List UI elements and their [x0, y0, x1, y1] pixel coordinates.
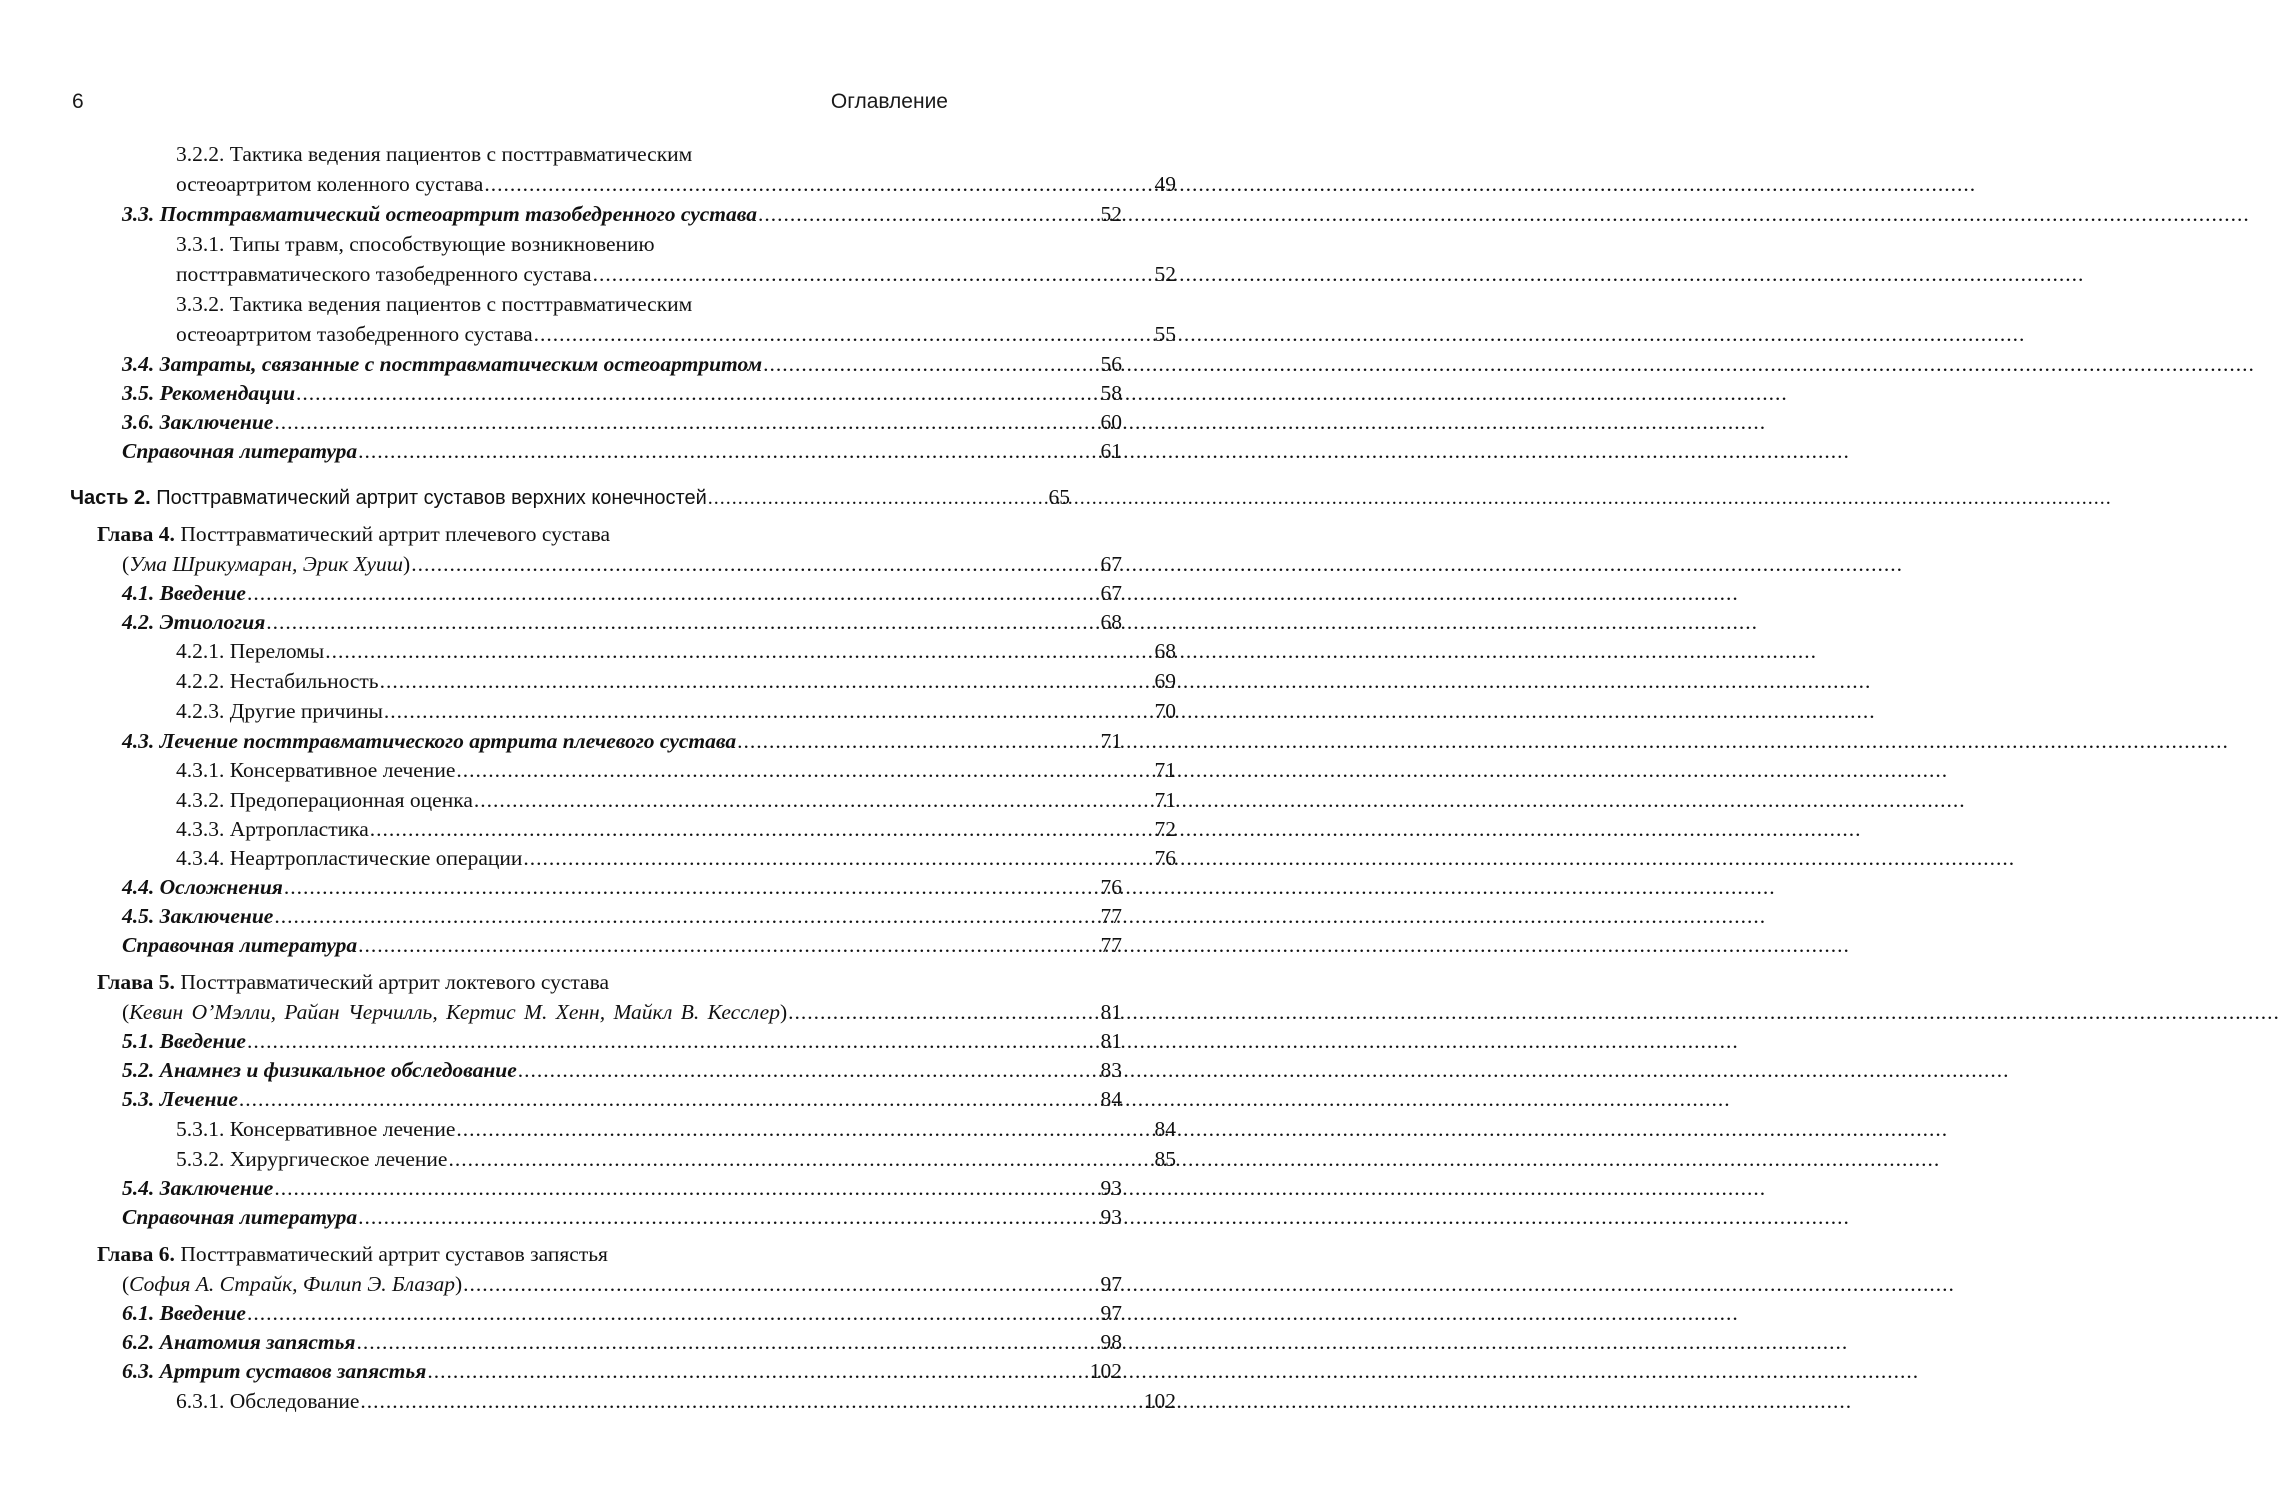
running-header-title: Оглавление [830, 90, 948, 113]
toc-entry-title: 5.3. Лечение [122, 1087, 238, 1111]
toc-entry-title: 4.3.3. Артропластика [176, 817, 369, 841]
toc-page-number: 68 [1100, 610, 1122, 634]
toc-page-number: 67 [1100, 552, 1122, 576]
toc-entry-title: (София А. Страйк, Филип Э. Блазар) [122, 1272, 463, 1296]
toc-page-number: 49 [1154, 172, 1176, 196]
toc-page-number: 93 [1100, 1205, 1122, 1229]
toc-entry[interactable] [0, 408, 1177, 437]
chapter-authors: Ума Шрикумаран, Эрик Хуиш [129, 552, 404, 576]
toc-entry-title: 3.2.2. Тактика ведения пациентов с посттравматическим [176, 142, 693, 166]
leader-dots [239, 1085, 1100, 1114]
leader-dots [274, 1174, 1099, 1203]
toc-entry-title: (Кевин О’Мэлли, Райан Черчилль, Кертис М. Хенн, Майкл В. Кесслер) [122, 1000, 788, 1024]
toc-entry[interactable] [0, 379, 1177, 408]
toc-entry[interactable] [0, 140, 1231, 169]
leader-dots [456, 756, 1153, 785]
toc-entry-title: 3.3.2. Тактика ведения пациентов с посттравматическим [176, 292, 693, 316]
toc-entry-title: остеоартритом коленного сустава [176, 172, 484, 196]
toc-page-number: 81 [1100, 1000, 1122, 1024]
toc-entry[interactable] [0, 260, 1231, 289]
toc-entry[interactable] [0, 1299, 1177, 1328]
toc-page-number: 77 [1100, 933, 1122, 957]
toc-page-number: 58 [1100, 381, 1122, 405]
toc-entry-title: 5.2. Анамнез и физикальное обследование [122, 1058, 517, 1082]
leader-dots [247, 1299, 1100, 1328]
toc-entry-title [97, 968, 609, 997]
toc-chapter-entry[interactable] [0, 1240, 1152, 1269]
leader-dots [380, 667, 1154, 696]
toc-entry-title: посттравматического тазобедренного сустава [176, 262, 592, 286]
leader-dots [325, 637, 1153, 666]
toc-page-number: 52 [1154, 262, 1176, 286]
leader-dots [708, 484, 1048, 513]
toc-entry-title [70, 484, 707, 513]
leader-dots [448, 1145, 1153, 1174]
leader-dots [274, 902, 1099, 931]
toc-entry-title: 6.2. Анатомия запястья [122, 1330, 356, 1354]
toc-entry[interactable] [0, 608, 1177, 637]
leader-dots [296, 379, 1099, 408]
chapter-authors: София А. Страйк, Филип Э. Блазар [129, 1272, 455, 1296]
toc-entry[interactable] [0, 873, 1177, 902]
part-label: Часть 2. [70, 487, 151, 509]
toc-entry[interactable] [0, 931, 1177, 960]
toc-entry-title: 3.3.1. Типы травм, способствующие возникновению [176, 232, 655, 256]
toc-entry[interactable] [0, 230, 1231, 259]
toc-entry[interactable] [0, 1145, 1231, 1174]
toc-entry[interactable] [0, 320, 1231, 349]
leader-dots [593, 260, 1154, 289]
toc-entry[interactable] [0, 756, 1231, 785]
toc-entry[interactable] [0, 1027, 1177, 1056]
toc-entry[interactable] [0, 697, 1231, 726]
toc-page-number: 97 [1100, 1301, 1122, 1325]
toc-entry[interactable] [0, 1056, 1177, 1085]
toc-page-number: 55 [1154, 322, 1176, 346]
toc-entry[interactable] [0, 998, 1177, 1027]
toc-entry-title: 4.1. Введение [122, 581, 246, 605]
toc-page-number: 97 [1100, 1272, 1122, 1296]
toc-entry[interactable] [0, 437, 1177, 466]
toc-entry[interactable] [0, 1357, 1177, 1386]
leader-dots [456, 1115, 1153, 1144]
toc-page-number: 69 [1154, 669, 1176, 693]
toc-page-number: 56 [1100, 352, 1122, 376]
leader-dots [384, 697, 1154, 726]
toc-entry[interactable] [0, 786, 1231, 815]
toc-entry[interactable] [0, 1203, 1177, 1232]
toc-entry-title: 3.6. Заключение [122, 410, 274, 434]
leader-dots [357, 1328, 1100, 1357]
toc-page-number: 68 [1154, 639, 1176, 663]
leader-dots [474, 786, 1154, 815]
toc-entry[interactable] [0, 1174, 1177, 1203]
toc-entry-title: 5.1. Введение [122, 1029, 246, 1053]
toc-entry[interactable] [0, 815, 1231, 844]
toc-entry-title [97, 1240, 608, 1269]
leader-dots [360, 1387, 1142, 1416]
toc-entry-title: 4.5. Заключение [122, 904, 274, 928]
leader-dots [247, 579, 1100, 608]
toc-entry[interactable] [0, 579, 1177, 608]
leader-dots [274, 408, 1099, 437]
chapter-authors: Кевин О’Мэлли, Райан Черчилль, Кертис М. Хенн, Майкл В. Кесслер [129, 1000, 780, 1024]
leader-dots [284, 873, 1100, 902]
page-number: 6 [72, 90, 84, 113]
toc-page-number: 70 [1154, 699, 1176, 723]
toc-entry-title: 4.3. Лечение посттравматического артрита плечевого сустава [122, 729, 737, 753]
toc-entry-title: 4.2.1. Переломы [176, 639, 325, 663]
leader-dots [484, 170, 1153, 199]
toc-entry-title: Справочная литература [122, 1205, 358, 1229]
toc-entry-title: Справочная литература [122, 933, 358, 957]
chapter-label: Глава 6. [97, 1242, 175, 1266]
toc-entry-title: 5.3.2. Хирургическое лечение [176, 1147, 448, 1171]
toc-page-number: 102 [1089, 1359, 1122, 1383]
toc-page-number: 71 [1100, 729, 1122, 753]
chapter-label: Глава 5. [97, 970, 175, 994]
toc-chapter-entry[interactable] [0, 968, 1152, 997]
toc-entry[interactable] [0, 902, 1177, 931]
leader-dots [523, 844, 1153, 873]
toc-entry-title: 4.2.3. Другие причины [176, 699, 383, 723]
toc-entry-title: 3.5. Рекомендации [122, 381, 296, 405]
toc-entry-title: 4.2. Этиология [122, 610, 266, 634]
chapter-title: Посттравматический артрит суставов запястья [180, 1242, 608, 1266]
leader-dots [427, 1357, 1088, 1386]
leader-dots [358, 1203, 1099, 1232]
toc-entry[interactable] [0, 1270, 1177, 1299]
chapter-title: Посттравматический артрит локтевого сустава [180, 970, 610, 994]
toc-page-number: 52 [1100, 202, 1122, 226]
toc-page-number: 81 [1100, 1029, 1122, 1053]
leader-dots [370, 815, 1154, 844]
toc-page-number: 60 [1100, 410, 1122, 434]
toc-entry-title: 4.2.2. Нестабильность [176, 669, 379, 693]
leader-dots [737, 727, 1099, 756]
toc-entry[interactable] [0, 637, 1231, 666]
toc-entry[interactable] [0, 844, 1231, 873]
toc-entry-title [97, 520, 610, 549]
leader-dots [247, 1027, 1100, 1056]
toc-entry-title: 4.3.2. Предоперационная оценка [176, 788, 473, 812]
toc-entry[interactable] [0, 1115, 1231, 1144]
leader-dots [763, 350, 1099, 379]
toc-entry-title: 6.1. Введение [122, 1301, 246, 1325]
leader-dots [534, 320, 1154, 349]
toc-page-number: 84 [1100, 1087, 1122, 1111]
toc-entry-title: (Ума Шрикумаран, Эрик Хуиш) [122, 552, 411, 576]
leader-dots [358, 437, 1099, 466]
toc-entry[interactable] [0, 1387, 1231, 1416]
toc-entry[interactable] [0, 550, 1177, 579]
toc-entry[interactable] [0, 350, 1177, 379]
toc-entry-title: 4.3.4. Неартропластические операции [176, 846, 523, 870]
toc-entry-title: 3.3. Посттравматический остеоартрит тазобедренного сустава [122, 202, 757, 226]
toc-page-number: 84 [1154, 1117, 1176, 1141]
toc-entry[interactable] [0, 1085, 1177, 1114]
toc-chapter-entry[interactable] [0, 520, 1152, 549]
toc-entry[interactable] [0, 1328, 1177, 1357]
toc-page-number: 77 [1100, 904, 1122, 928]
toc-page-number: 83 [1100, 1058, 1122, 1082]
toc-page-number: 72 [1154, 817, 1176, 841]
toc-page-number: 61 [1100, 439, 1122, 463]
leader-dots [463, 1270, 1099, 1299]
toc-page-number: 67 [1100, 581, 1122, 605]
toc-entry-title: 4.3.1. Консервативное лечение [176, 758, 456, 782]
leader-dots [518, 1056, 1100, 1085]
toc-entry-title: 6.3. Артрит суставов запястья [122, 1359, 427, 1383]
toc-entry-title: 3.4. Затраты, связанные с посттравматическим остеоартритом [122, 352, 763, 376]
toc-part-entry[interactable] [0, 483, 1125, 512]
toc-entry-title: остеоартритом тазобедренного сустава [176, 322, 533, 346]
toc-page-number: 93 [1100, 1176, 1122, 1200]
toc-entry-title: 5.3.1. Консервативное лечение [176, 1117, 456, 1141]
toc-entry-title: 4.4. Осложнения [122, 875, 283, 899]
leader-dots [758, 200, 1100, 229]
leader-dots [358, 931, 1099, 960]
leader-dots [411, 550, 1099, 579]
toc-page-number: 76 [1100, 875, 1122, 899]
toc-page-number: 71 [1154, 758, 1176, 782]
leader-dots [788, 998, 1099, 1027]
toc-page-number: 71 [1154, 788, 1176, 812]
toc-entry[interactable] [0, 727, 1177, 756]
chapter-label: Глава 4. [97, 522, 175, 546]
toc-entry[interactable] [0, 290, 1231, 319]
toc-entry-title: 6.3.1. Обследование [176, 1389, 360, 1413]
toc-entry[interactable] [0, 667, 1231, 696]
part-title: Посттравматический артрит суставов верхних конечностей [156, 487, 707, 509]
toc-entry[interactable] [0, 200, 1177, 229]
toc-entry-title: Справочная литература [122, 439, 358, 463]
toc-page-number: 85 [1154, 1147, 1176, 1171]
toc-page-number: 102 [1143, 1389, 1176, 1413]
toc-entry-title: 5.4. Заключение [122, 1176, 274, 1200]
toc-entry[interactable] [0, 170, 1231, 199]
toc-page-number: 65 [1048, 485, 1070, 509]
chapter-title: Посттравматический артрит плечевого сустава [180, 522, 611, 546]
toc-page-number: 76 [1154, 846, 1176, 870]
toc-page-number: 98 [1100, 1330, 1122, 1354]
leader-dots [266, 608, 1099, 637]
